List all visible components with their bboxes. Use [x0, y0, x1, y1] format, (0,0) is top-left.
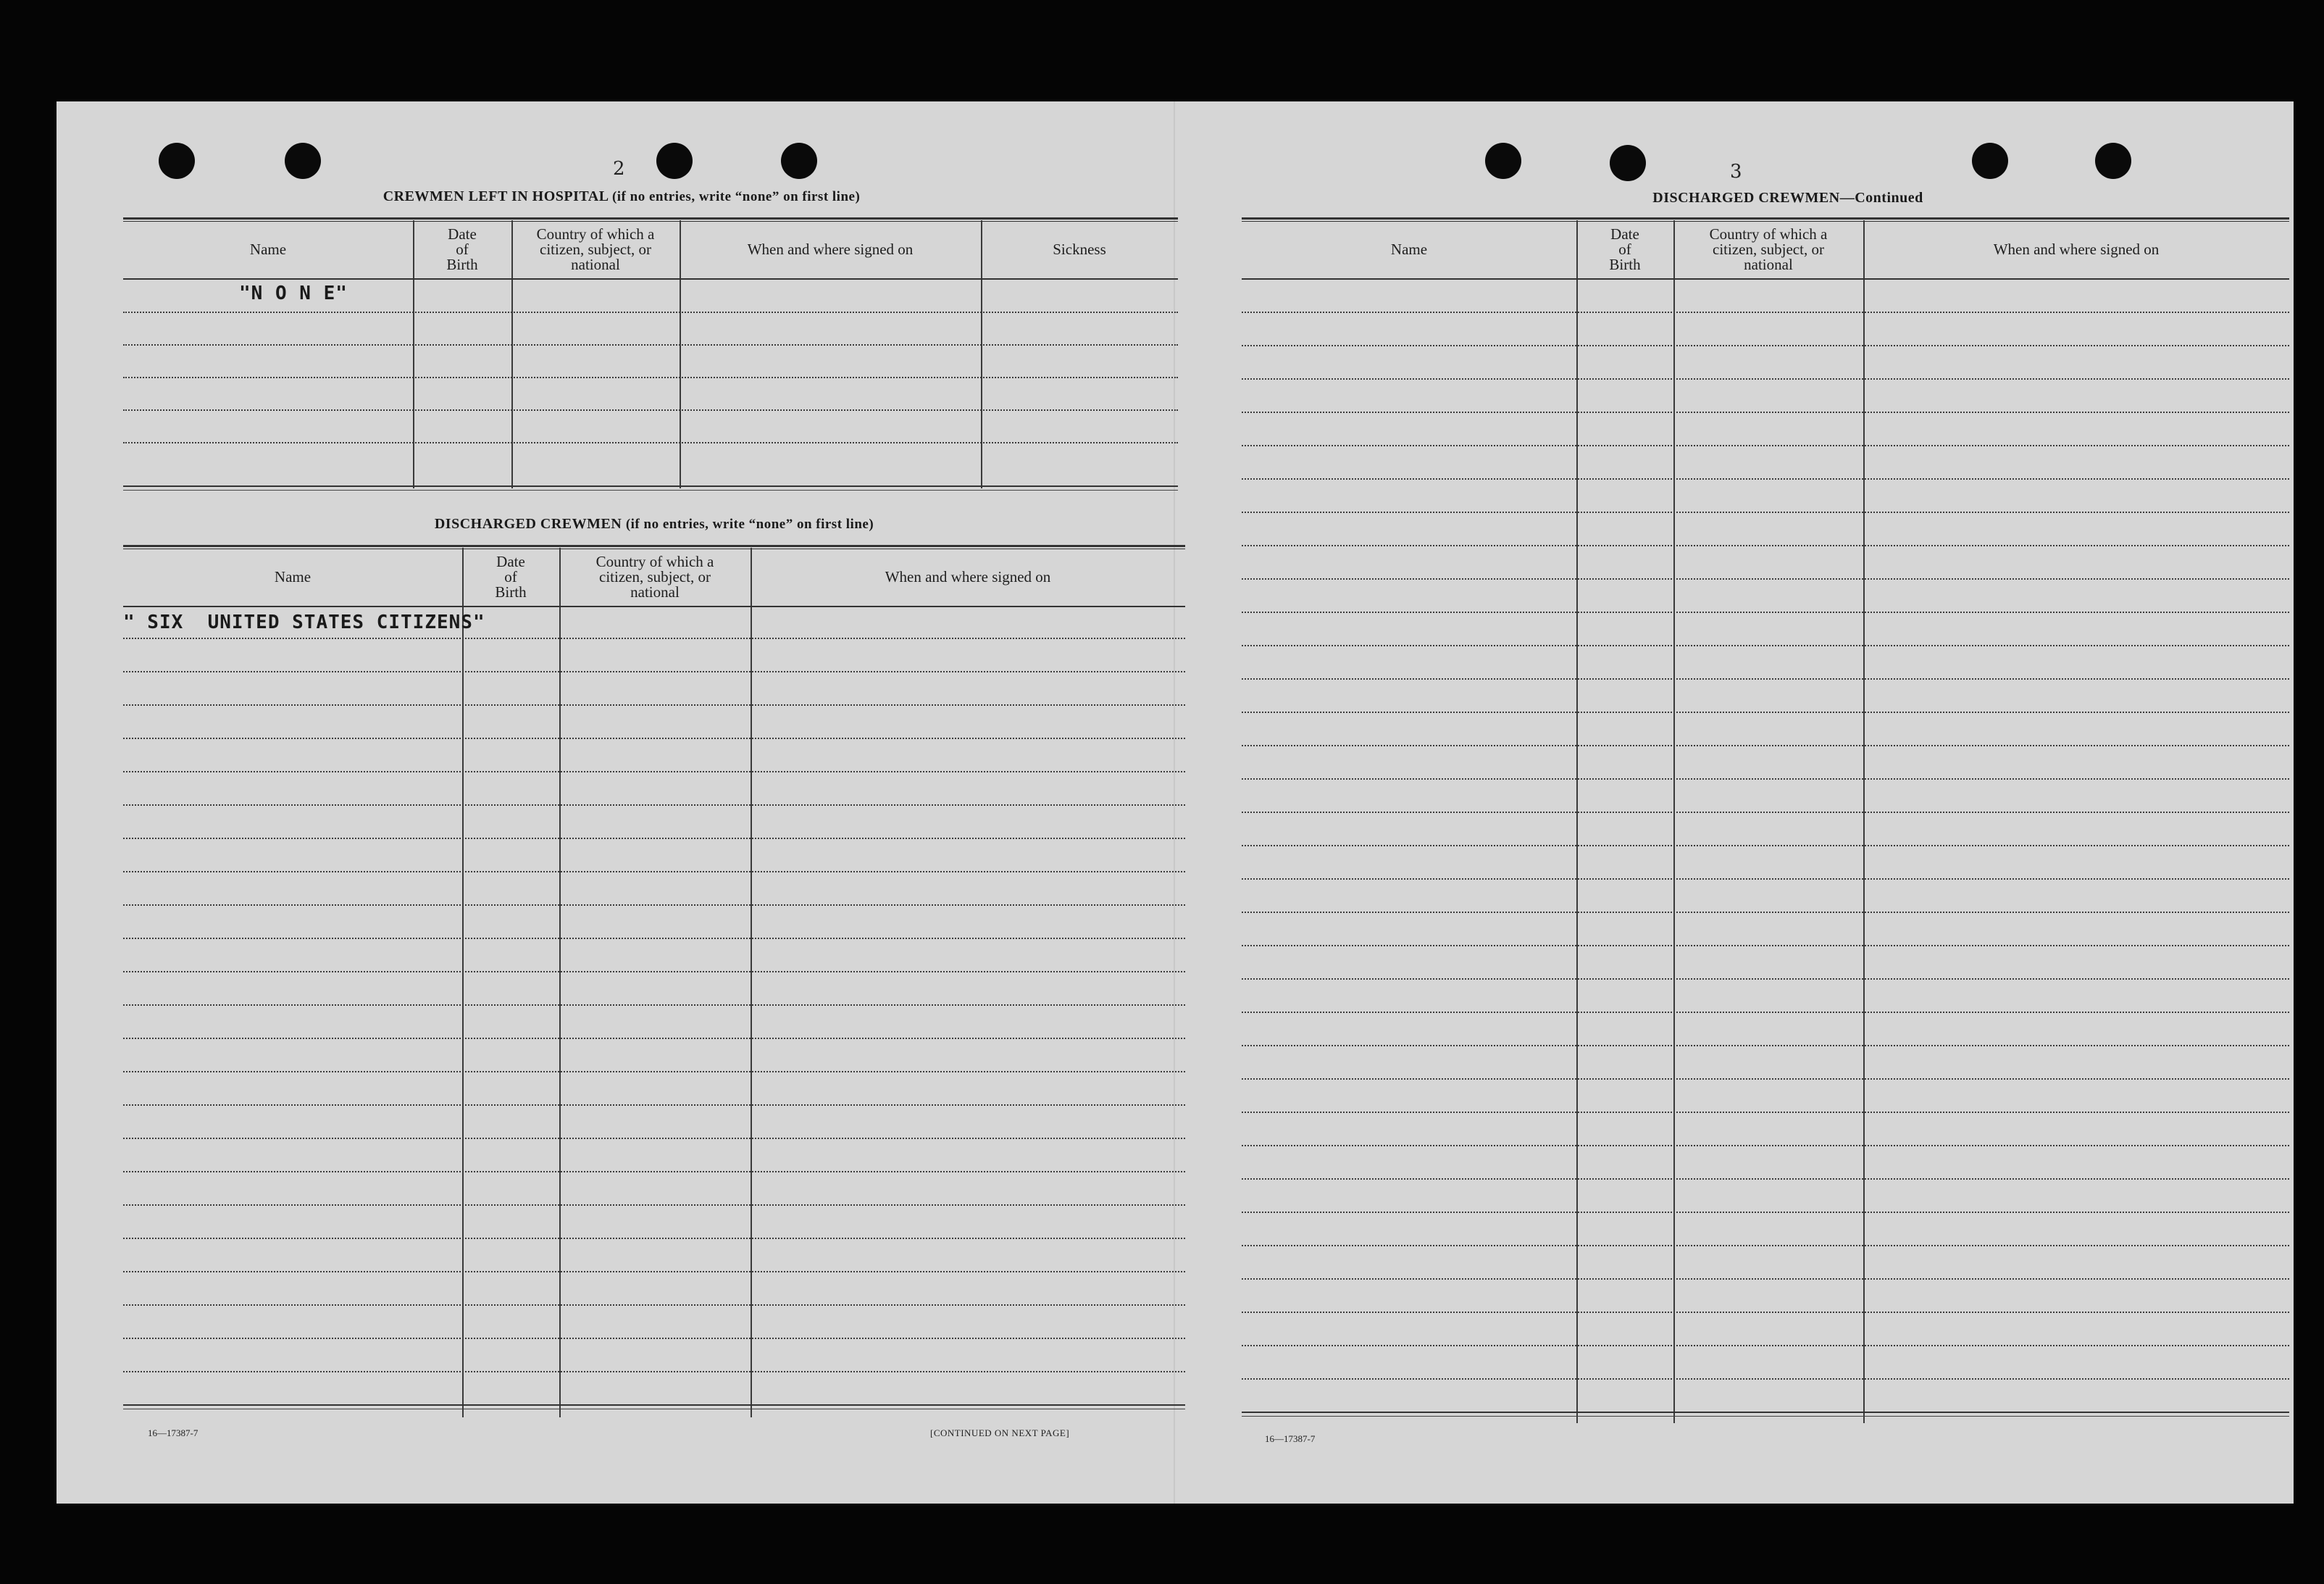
discharged-section-title: DISCHARGED CREWMEN (if no entries, write “none” on first line)	[434, 516, 874, 532]
column-header-date-of-birth: Date of Birth	[495, 552, 527, 601]
form-row-line	[123, 442, 1178, 443]
punch-hole	[1485, 143, 1521, 179]
continued-note: [CONTINUED ON NEXT PAGE]	[930, 1427, 1070, 1438]
form-row-line	[123, 409, 1178, 411]
punch-hole	[1610, 145, 1646, 181]
discharged-table-left	[123, 545, 1185, 1414]
page-number-left: 2	[613, 158, 625, 180]
hospital-section-title: CREWMEN LEFT IN HOSPITAL (if no entries, write “none” on first line)	[383, 188, 861, 204]
column-header-name: Name	[1390, 240, 1428, 258]
discharged-entry: " SIX UNITED STATES CITIZENS"	[123, 612, 485, 633]
hospital-entry-none: "N O N E"	[239, 283, 348, 304]
punch-hole	[2095, 143, 2131, 179]
punch-hole	[159, 143, 195, 179]
page-number-right: 3	[1730, 161, 1742, 183]
discharged-continued-title: DISCHARGED CREWMEN—Continued	[1652, 190, 1923, 206]
form-code-left: 16—17387-7	[148, 1427, 198, 1438]
column-header-date-of-birth: Date of Birth	[1609, 225, 1641, 273]
punch-hole	[781, 143, 817, 179]
column-header-signed-on: When and where signed on	[885, 567, 1051, 585]
document-sheet	[57, 101, 2294, 1504]
form-row-line	[123, 344, 1178, 346]
form-row-line	[123, 312, 1178, 313]
column-header-sickness: Sickness	[1053, 240, 1106, 258]
column-header-name: Name	[274, 567, 312, 585]
punch-hole	[285, 143, 321, 179]
discharged-table-right	[1242, 217, 2289, 1435]
punch-hole	[1972, 143, 2008, 179]
column-header-country: Country of which a citizen, subject, or national	[1709, 225, 1828, 273]
column-header-signed-on: When and where signed on	[747, 240, 914, 258]
column-header-country: Country of which a citizen, subject, or national	[536, 225, 655, 273]
form-row-line	[123, 377, 1178, 378]
column-header-name: Name	[249, 240, 287, 258]
punch-hole	[656, 143, 693, 179]
column-header-country: Country of which a citizen, subject, or national	[595, 552, 714, 601]
form-code-right: 16—17387-7	[1265, 1433, 1316, 1444]
column-header-date-of-birth: Date of Birth	[446, 225, 478, 273]
column-header-signed-on: When and where signed on	[1993, 240, 2160, 258]
hospital-table	[123, 217, 1178, 594]
